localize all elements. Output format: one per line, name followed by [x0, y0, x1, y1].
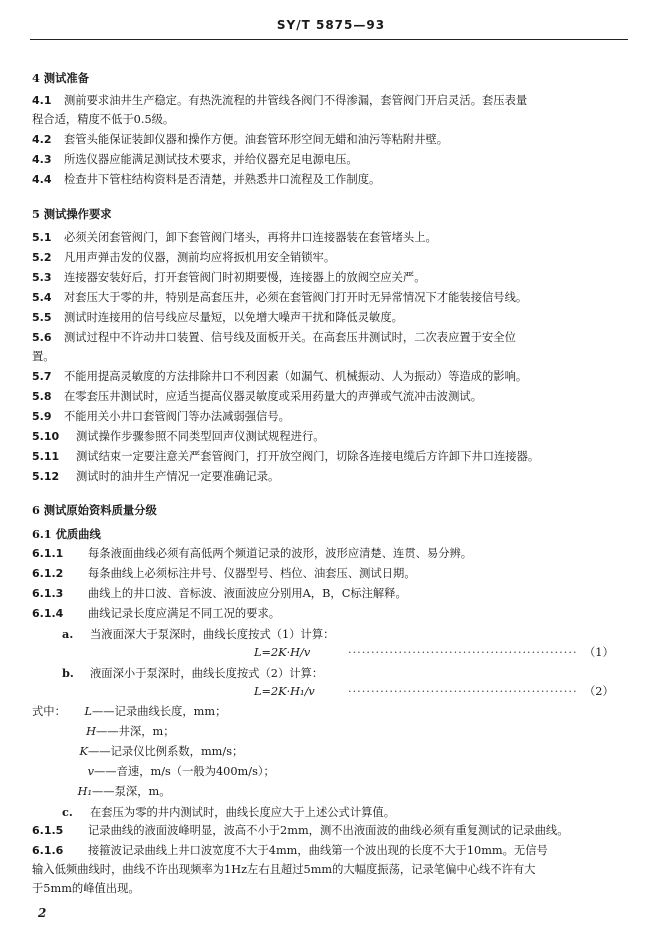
- item-5-2: 5.2 凡用声弹击发的仪器，测前均应将扳机用安全销锁牢。: [32, 251, 336, 264]
- formula-2-expr: L=2K·H₁/v: [254, 685, 315, 698]
- item-6-1-2: 6.1.2 每条曲线上必须标注井号、仪器型号、档位、油套压、测试日期。: [32, 567, 416, 580]
- item-5-11: 5.11 测试结束一定要注意关严套管阀门，打开放空阀门，切除各连接电缆后方许卸下井口连接器。: [32, 450, 540, 463]
- item-c: c. 在套压为零的井内测试时，曲线长度应大于上述公式计算值。: [62, 805, 396, 819]
- definitions-intro: 式中：: [32, 705, 66, 718]
- item-5-10: 5.10 测试操作步骤参照不同类型回声仪测试规程进行。: [32, 430, 325, 443]
- item-5-8: 5.8 在零套压井测试时，应适当提高仪器灵敏度或采用药量大的声弹或气流冲击波测试。: [32, 390, 482, 403]
- page-header: SY/T 5875—93: [276, 18, 386, 32]
- item-5-9: 5.9 不能用关小井口套管阀门等办法减弱强信号。: [32, 410, 290, 423]
- formula-1-leader: ··················································: [348, 646, 578, 659]
- section-4-title: 4 测试准备: [32, 71, 89, 85]
- definition-H1: H₁——泵深，m。: [77, 785, 171, 798]
- formula-1-number: （1）: [584, 646, 614, 659]
- item-b: b. 液面深小于泵深时，曲线长度按式（2）计算：: [62, 666, 324, 680]
- definition-K: K——记录仪比例系数，mm/s；: [79, 745, 244, 758]
- section-6-title: 6 测试原始资料质量分级: [32, 503, 157, 517]
- definition-v: v——音速，m/s（一般为400m/s）；: [87, 765, 275, 778]
- item-4-4: 4.4 检查井下管柱结构资料是否清楚，并熟悉井口流程及工作制度。: [32, 173, 381, 186]
- definition-L: L——记录曲线长度，mm；: [84, 705, 227, 718]
- item-5-1: 5.1 必须关闭套管阀门，卸下套管阀门堵头，再将井口连接器装在套管堵头上。: [32, 231, 437, 244]
- item-6-1-3: 6.1.3 曲线上的井口波、音标波、液面波应分别用A，B，C标注解释。: [32, 587, 407, 600]
- item-6-1-5: 6.1.5 记录曲线的液面波峰明显，波高不小于2mm，测不出液面波的曲线必须有重复测试的记录曲线。: [32, 824, 569, 837]
- item-5-6: 5.6 测试过程中不许动井口装置、信号线及面板开关。在高套压井测试时，二次表应置于安全位: [32, 331, 516, 344]
- item-5-4: 5.4 对套压大于零的井，特别是高套压井，必须在套管阀门打开时无异常情况下才能装接信号线。: [32, 291, 528, 304]
- item-6-1-4: 6.1.4 曲线记录长度应满足不同工况的要求。: [32, 607, 281, 620]
- page-number: 2: [38, 906, 47, 920]
- formula-1-expr: L=2K·H/v: [254, 646, 311, 659]
- formula-2-number: （2）: [584, 685, 614, 698]
- item-4-2: 4.2 套管头能保证装卸仪器和操作方便。油套管环形空间无蜡和油污等粘附井壁。: [32, 133, 449, 146]
- section-5-title: 5 测试操作要求: [32, 207, 112, 221]
- item-5-6-cont: 置。: [32, 350, 55, 363]
- item-6-1-6: 6.1.6 接箍波记录曲线上井口波宽度不大于4mm，曲线第一个波出现的长度不大于10mm。无信号: [32, 844, 548, 857]
- item-5-3: 5.3 连接器安装好后，打开套管阀门时初期要慢，连接器上的放阀空应关严。: [32, 271, 426, 284]
- definition-H: H——井深，m；: [86, 725, 175, 738]
- subsection-6-1-title: 6.1 优质曲线: [32, 527, 101, 541]
- item-6-1-6-cont-1: 输入低频曲线时，曲线不许出现频率为1Hz左右且超过5mm的大幅度振荡，记录笔偏中心线不许有大: [32, 863, 536, 876]
- item-a: a. 当液面深大于泵深时，曲线长度按式（1）计算：: [62, 627, 335, 641]
- item-4-1: 4.1 测前要求油井生产稳定。有热洗流程的井管线各阀门不得渗漏，套管阀门开启灵活。套压表量: [32, 94, 528, 107]
- formula-2-leader: ··················································: [348, 685, 578, 698]
- item-4-3: 4.3 所选仪器应能满足测试技术要求，并给仪器充足电源电压。: [32, 153, 358, 166]
- item-5-12: 5.12 测试时的油井生产情况一定要准确记录。: [32, 470, 280, 483]
- item-6-1-1: 6.1.1 每条液面曲线必须有高低两个频道记录的波形，波形应清楚、连贯、易分辨。: [32, 547, 473, 560]
- item-6-1-6-cont-2: 于5mm的峰值出现。: [32, 882, 140, 895]
- item-5-7: 5.7 不能用提高灵敏度的方法排除井口不利因素（如漏气、机械振动、人为振动）等造成的影响。: [32, 370, 528, 383]
- header-rule: [30, 39, 628, 40]
- item-4-1-cont: 程合适，精度不低于0.5级。: [32, 113, 175, 126]
- item-5-5: 5.5 测试时连接用的信号线应尽量短，以免增大噪声干扰和降低灵敏度。: [32, 311, 403, 324]
